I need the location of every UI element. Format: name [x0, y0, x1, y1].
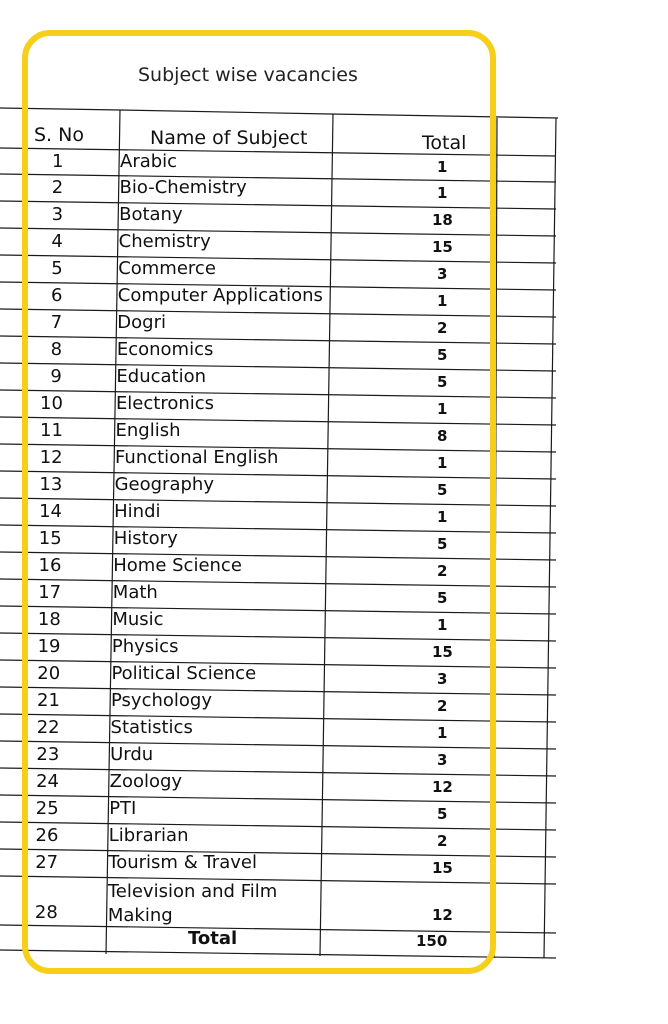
- row-total: 12: [432, 778, 453, 796]
- row-sno: 8: [50, 339, 63, 360]
- row-sno: 5: [51, 258, 63, 279]
- row-sno: 11: [40, 420, 63, 441]
- row-sno: 10: [40, 393, 63, 414]
- grid-hline: [0, 363, 556, 371]
- row-subject: Librarian: [108, 825, 189, 846]
- row-subject: Electronics: [115, 393, 215, 414]
- row-total: 5: [437, 373, 448, 391]
- row-subject: Geography: [114, 474, 214, 495]
- row-sno: 28: [34, 902, 58, 923]
- row-sno: 27: [35, 852, 59, 873]
- row-total: 1: [437, 454, 448, 472]
- row-sno: 9: [50, 366, 62, 387]
- page-title: Subject wise vacancies: [138, 64, 358, 86]
- row-total: 2: [437, 832, 448, 850]
- row-total: 1: [437, 158, 448, 176]
- grid-hline: [0, 309, 556, 317]
- row-total: 1: [437, 292, 448, 310]
- row-subject: PTI: [109, 798, 137, 819]
- row-sno: 19: [37, 636, 61, 657]
- row-subject: Television and Film Making: [107, 881, 278, 926]
- row-sno: 1: [52, 151, 64, 172]
- row-sno: 4: [51, 231, 63, 252]
- grid-hline: [0, 741, 556, 749]
- grid-hline: [0, 148, 556, 156]
- row-total: 1: [437, 724, 448, 742]
- row-total: 1: [437, 616, 448, 634]
- grid-vline: [320, 114, 333, 956]
- row-total: 5: [437, 346, 448, 364]
- row-sno: 18: [37, 609, 61, 630]
- row-total: 12: [432, 906, 453, 924]
- row-subject: Tourism & Travel: [108, 852, 257, 873]
- grid-hline: [0, 417, 556, 425]
- grid-hline: [0, 201, 556, 209]
- row-subject: Political Science: [111, 663, 257, 684]
- row-subject: Home Science: [113, 555, 242, 576]
- row-subject: Computer Applications: [117, 285, 323, 306]
- grid-hline: [330, 114, 558, 118]
- total-value: 150: [416, 932, 448, 950]
- grid-hline: [0, 822, 556, 830]
- row-total: 3: [437, 670, 448, 688]
- row-subject: Botany: [119, 204, 183, 225]
- header-subject: Name of Subject: [150, 127, 308, 149]
- row-sno: 24: [36, 771, 59, 792]
- row-sno: 13: [39, 474, 63, 495]
- row-sno: 12: [39, 447, 63, 468]
- grid-hline: [0, 687, 556, 695]
- row-total: 15: [432, 859, 453, 877]
- row-sno: 7: [50, 312, 63, 333]
- row-subject: Dogri: [117, 312, 166, 333]
- row-subject: Zoology: [109, 771, 183, 792]
- row-sno: 26: [35, 825, 59, 846]
- grid-hline: [0, 768, 556, 776]
- grid-hline: [0, 336, 556, 344]
- row-subject: Music: [112, 609, 164, 630]
- row-total: 1: [437, 400, 448, 418]
- row-total: 8: [437, 427, 448, 445]
- grid-hline: [0, 579, 556, 587]
- grid-hline: [0, 390, 556, 398]
- row-subject: Math: [112, 582, 158, 603]
- row-subject: Education: [116, 366, 207, 387]
- grid-hline: [0, 714, 556, 722]
- row-total: 3: [437, 265, 448, 283]
- grid-hline: [0, 471, 556, 479]
- row-sno: 3: [51, 204, 64, 225]
- row-subject: Hindi: [114, 501, 161, 522]
- row-sno: 6: [51, 285, 63, 306]
- row-subject: Commerce: [118, 258, 216, 279]
- row-total: 2: [437, 562, 448, 580]
- row-total: 5: [437, 589, 448, 607]
- row-total: 1: [437, 184, 448, 202]
- row-subject: Chemistry: [118, 231, 211, 252]
- grid-hline: [0, 255, 556, 263]
- grid-hline: [0, 174, 556, 182]
- row-total: 5: [437, 481, 448, 499]
- grid-vline: [494, 118, 497, 958]
- row-sno: 25: [35, 798, 59, 819]
- row-sno: 20: [37, 663, 61, 684]
- grid-hline: [0, 849, 556, 857]
- row-total: 5: [437, 805, 448, 823]
- grid-hline: [0, 228, 556, 236]
- grid-hline: [0, 633, 556, 641]
- grid-hline: [0, 950, 556, 958]
- row-subject: Psychology: [111, 690, 212, 711]
- row-total: 2: [437, 319, 448, 337]
- row-sno: 17: [38, 582, 62, 603]
- grid-hline: [0, 552, 556, 560]
- header-total: Total: [422, 132, 467, 154]
- row-subject: Physics: [111, 636, 179, 657]
- row-sno: 23: [36, 744, 60, 765]
- grid-hline: [120, 110, 330, 114]
- row-subject: Functional English: [115, 447, 279, 468]
- row-total: 2: [437, 697, 448, 715]
- row-total: 15: [432, 643, 453, 661]
- row-subject: Economics: [116, 339, 214, 360]
- total-label: Total: [188, 928, 238, 949]
- row-sno: 14: [39, 501, 62, 522]
- grid-hline: [0, 606, 556, 614]
- header-sno: S. No: [34, 124, 84, 146]
- row-total: 1: [437, 508, 448, 526]
- row-sno: 2: [51, 177, 64, 198]
- row-total: 5: [437, 535, 448, 553]
- grid-hline: [0, 525, 556, 533]
- row-subject: English: [115, 420, 181, 441]
- grid-hline: [0, 108, 120, 110]
- row-subject: Urdu: [110, 744, 154, 765]
- row-sno: 15: [38, 528, 62, 549]
- row-total: 3: [437, 751, 448, 769]
- row-total: 18: [432, 211, 453, 229]
- row-subject: Statistics: [110, 717, 193, 738]
- row-sno: 16: [38, 555, 62, 576]
- grid-hline: [0, 660, 556, 668]
- grid-vline: [544, 118, 556, 958]
- row-subject: Arabic: [120, 151, 178, 172]
- grid-hline: [0, 498, 556, 506]
- row-total: 15: [432, 238, 453, 256]
- row-subject: Bio-Chemistry: [119, 177, 247, 198]
- row-sno: 21: [37, 690, 60, 711]
- row-sno: 22: [36, 717, 60, 738]
- grid-hline: [0, 795, 556, 803]
- row-subject: History: [113, 528, 178, 549]
